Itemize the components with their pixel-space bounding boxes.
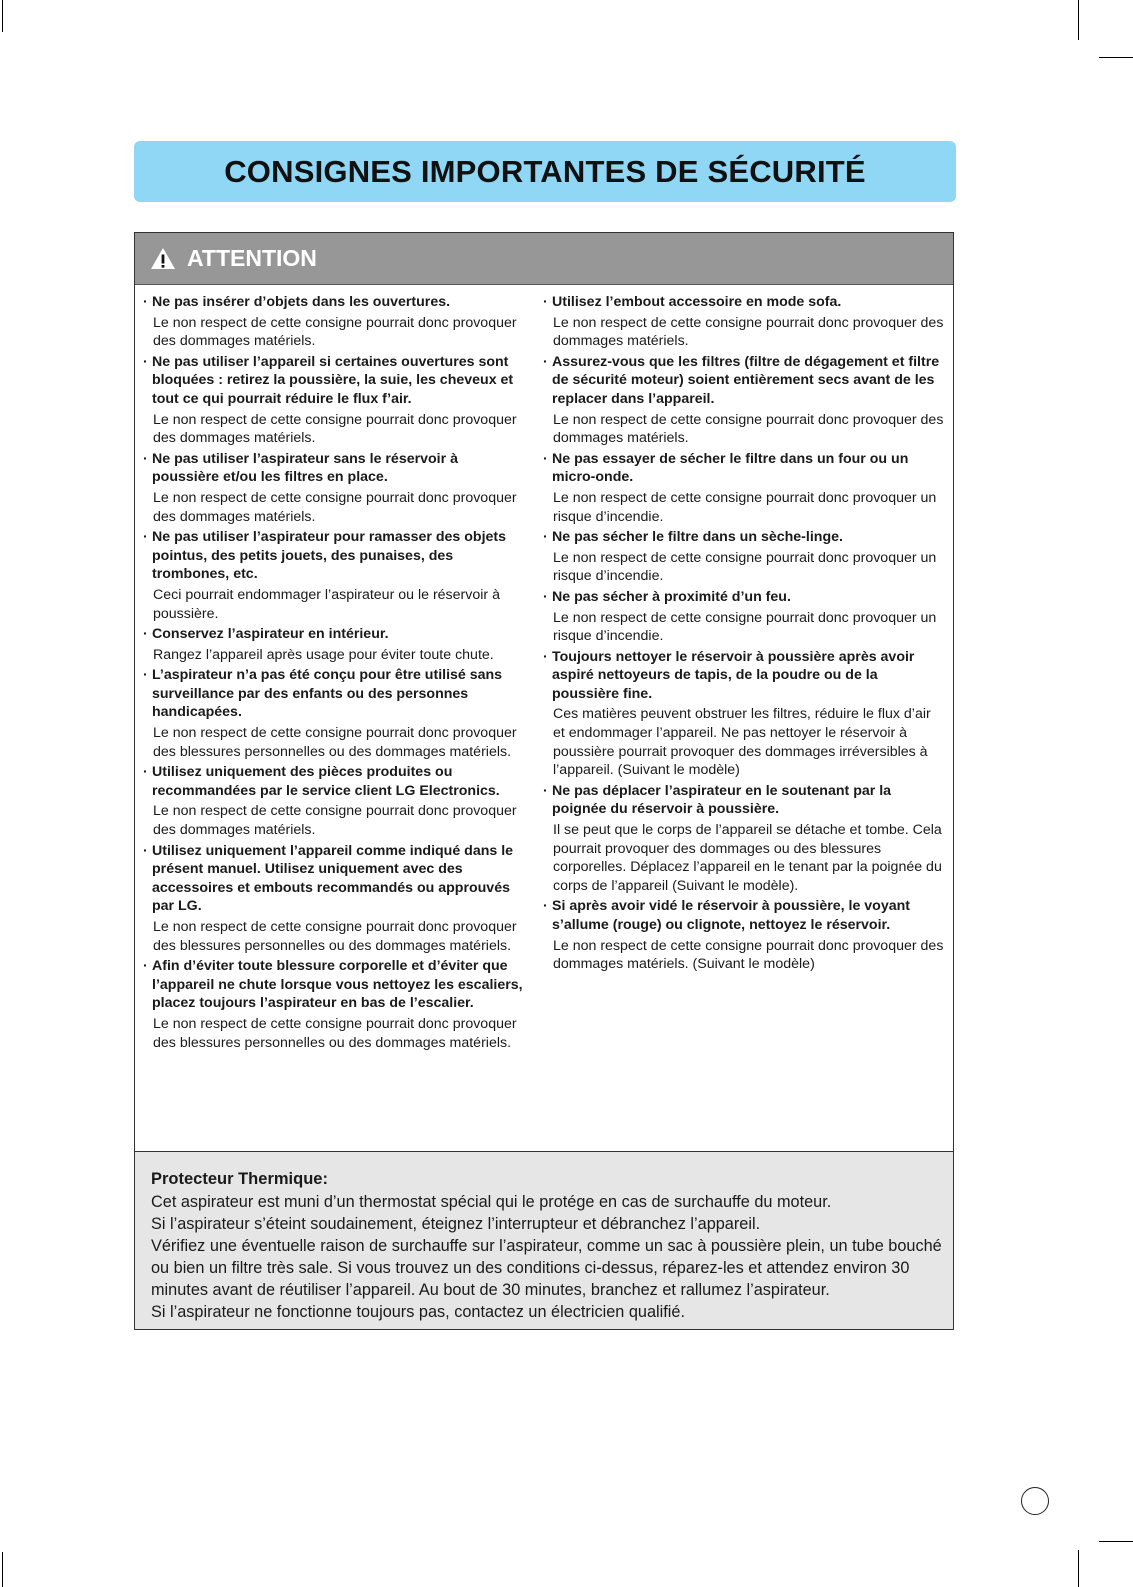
crop-mark <box>1078 0 1079 40</box>
safety-item: · Ne pas utiliser l’appareil si certaines ouvertures sont bloquées : retirez la poussière, la suie, les cheveux et tout ce qui pourrait réduire le flux f’air. Le non respect de cette consigne pourrait donc provoquer des dommages matériels. <box>143 353 517 447</box>
safety-item: · Utilisez l’embout accessoire en mode sofa. Le non respect de cette consigne pourrait donc provoquer des dommages matériels. <box>543 294 944 350</box>
crop-mark <box>2 1552 3 1587</box>
attention-label: ATTENTION <box>187 245 317 271</box>
crop-mark <box>1099 1541 1133 1542</box>
safety-item: · Utilisez uniquement des pièces produites ou recommandées par le service client LG Electronics. Le non respect de cette consigne pourrait donc provoquer des dommages matériels. <box>143 764 517 839</box>
crop-mark <box>1078 1550 1079 1587</box>
safety-item: · L’aspirateur n’a pas été conçu pour être utilisé sans surveillance par des enfants ou des personnes handicapées. Le non respect de cette consigne pourrait donc provoquer des blessures personnelles ou des dommages matériels. <box>143 667 517 760</box>
page-title: CONSIGNES IMPORTANTES DE SÉCURITÉ <box>224 153 866 189</box>
safety-item: · Ne pas déplacer l’aspirateur en le soutenant par la poignée du réservoir à poussière. Il se peut que le corps de l’appareil se détache et tombe. Cela pourrait provoquer des dommages ou des blessures corporelles. Déplacez l’appareil en le tenant par la poignée du corps de l’appareil (Suivant le modèle). <box>543 782 942 894</box>
thermal-line: Si l’aspirateur s’éteint soudainement, éteignez l’interrupteur et débranchez l’appareil. <box>151 1215 761 1233</box>
safety-item: · Ne pas essayer de sécher le filtre dans un four ou un micro-onde. Le non respect de cette consigne pourrait donc provoquer un risque d’incendie. <box>543 450 937 525</box>
right-column <box>543 293 945 976</box>
safety-columns <box>135 285 953 1153</box>
page-number-circle <box>1021 1487 1049 1515</box>
safety-item: · Ne pas utiliser l’aspirateur sans le réservoir à poussière et/ou les filtres en place. Le non respect de cette consigne pourrait donc provoquer des dommages matériels. <box>143 450 517 525</box>
safety-item: · Assurez-vous que les filtres (filtre de dégagement et filtre de sécurité moteur) soient entièrement secs avant de les replacer dans l’appareil. Le non respect de cette consigne pourrait donc provoquer des dommages matériels. <box>543 353 944 447</box>
safety-item: · Ne pas utiliser l’aspirateur pour ramasser des objets pointus, des petits jouets, des punaises, des trombones, etc. Ceci pourrait endommager l’aspirateur ou le réservoir à poussière. <box>143 529 507 622</box>
crop-mark <box>1099 57 1133 58</box>
attention-panel <box>134 232 954 1330</box>
thermal-line: Si l’aspirateur ne fonctionne toujours pas, contactez un électricien qualifié. <box>151 1303 685 1321</box>
safety-item: · Afin d’éviter toute blessure corporelle et d’éviter que l’appareil ne chute lorsque vous nettoyez les escaliers, placez toujours l’aspirateur en bas de l’escalier. Le non respect de cette consigne pourrait donc provoquer des blessures personnelles ou des dommages matériels. <box>143 958 523 1051</box>
safety-item: · Ne pas insérer d’objets dans les ouvertures. Le non respect de cette consigne pourrait donc provoquer des dommages matériels. <box>143 294 517 350</box>
warning-triangle-icon <box>149 246 177 271</box>
safety-item: · Toujours nettoyer le réservoir à poussière après avoir aspiré nettoyeurs de tapis, de la poudre ou de la poussière fine. Ces matières peuvent obstruer les filtres, réduire le flux d’air et endommager l’appareil. Ne pas nettoyer le réservoir à poussière pourrait provoquer des dommages irréversibles à l’appareil. (Suivant le modèle) <box>543 648 931 779</box>
safety-item: · Si après avoir vidé le réservoir à poussière, le voyant s’allume (rouge) ou clignote, nettoyez le réservoir. Le non respect de cette consigne pourrait donc provoquer des dommages matériels. (Suivant le modèle) <box>543 898 944 973</box>
thermal-title: Protecteur Thermique: <box>151 1170 328 1188</box>
title-banner <box>134 141 956 202</box>
safety-item: · Ne pas sécher le filtre dans un sèche-linge. Le non respect de cette consigne pourrait donc provoquer un risque d’incendie. <box>543 529 937 585</box>
safety-item: · Utilisez uniquement l’appareil comme indiqué dans le présent manuel. Utilisez uniquement avec des accessoires et embouts recommandés ou approuvés par LG. Le non respect de cette consigne pourrait donc provoquer des blessures personnelles ou des dommages matériels. <box>143 842 517 954</box>
attention-header <box>135 233 953 285</box>
left-column <box>143 293 523 1054</box>
thermal-protector-box <box>135 1151 953 1329</box>
crop-mark <box>2 0 3 32</box>
thermal-line: Cet aspirateur est muni d’un thermostat spécial qui le protége en cas de surchauffe du moteur. <box>151 1193 832 1211</box>
safety-item: · Ne pas sécher à proximité d’un feu. Le non respect de cette consigne pourrait donc provoquer un risque d’incendie. <box>543 588 937 645</box>
thermal-line: Vérifiez une éventuelle raison de surchauffe sur l’aspirateur, comme un sac à poussière plein, un tube bouché ou bien un filtre très sale. Si vous trouvez un des conditions ci-dessus, réparez-les et attendez environ 30 minutes avant de réutiliser l’appareil. Au bout de 30 minutes, branchez et rallumez l’aspirateur. <box>151 1237 942 1299</box>
safety-item: · Conservez l’aspirateur en intérieur. Rangez l’appareil après usage pour éviter toute chute. <box>143 626 494 663</box>
